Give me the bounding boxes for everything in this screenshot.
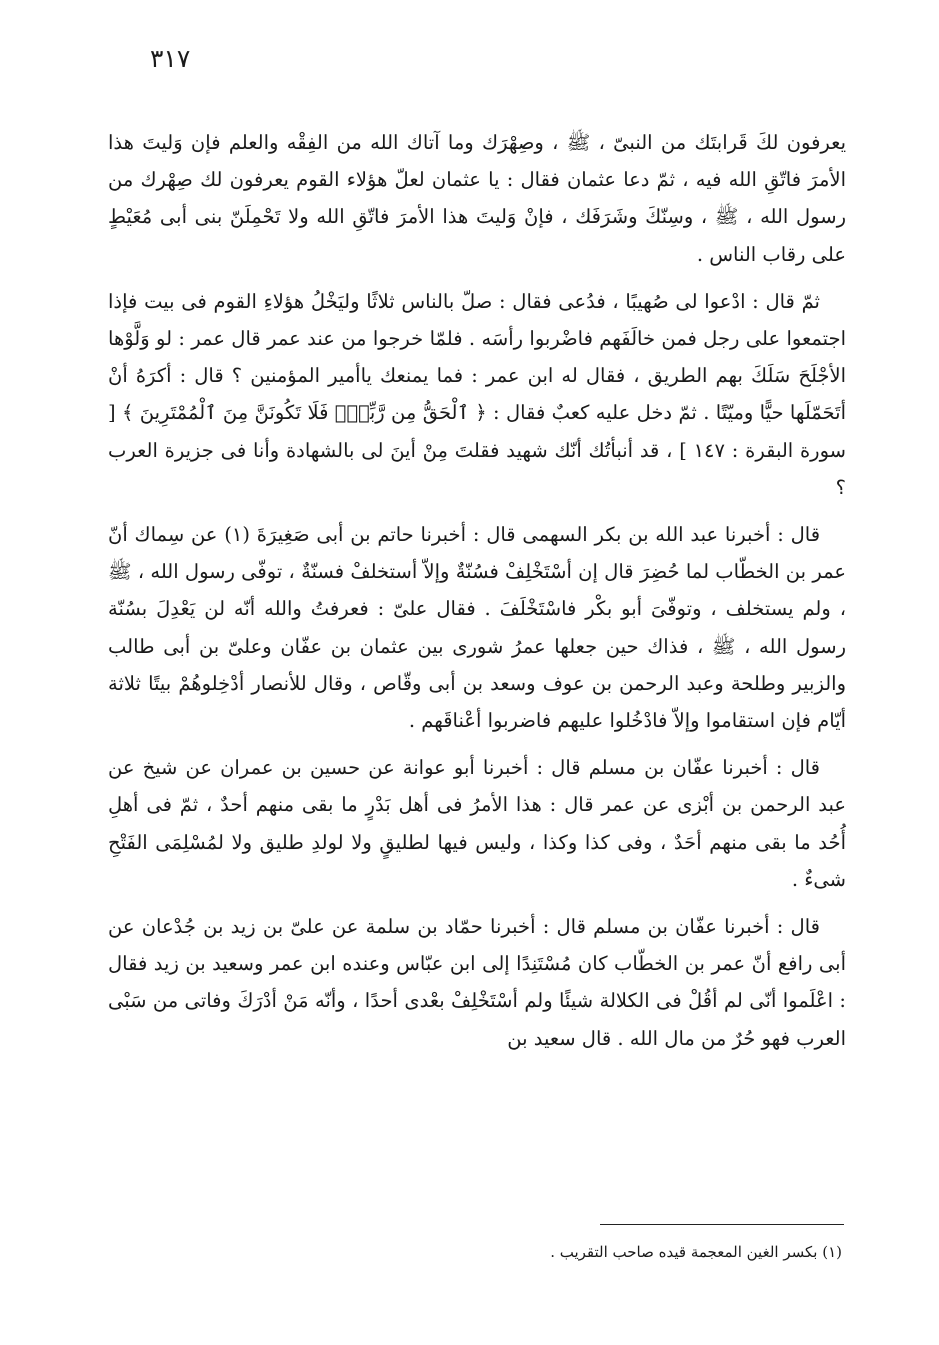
page-number: ٣١٧ [150,44,191,73]
paragraph-4: قال : أخبرنا عفّان بن مسلم قال : أخبرنا أبو عوانة عن حسين بن عمران عن شيخ عن عبد الرحمن بن أبْزى عن عمر قال : هذا الأمرُ فى أهل بَدْرٍ ما بقى منهم أحدٌ ، ثمّ فى أهلِ أُحُد ما بقى منهم أحَدٌ ، وفى كذا وكذا ، وليس فيها لطليقٍ ولا لولدِ طليق ولا لمُسْلِمَى الفَتْحِ شىءٌ . [108,756,846,891]
paragraph-5: قال : أخبرنا عفّان بن مسلم قال : أخبرنا حمّاد بن سلمة عن علىّ بن زيد بن جُدْعان عن أبى رافع أنّ عمر بن الخطّاب كان مُسْتَنِدًا إلى ابن عبّاس وعنده ابن عمر وسعيد بن زيد فقال : اعْلَموا أنّى لم أقُلْ فى الكلالة شيئًا ولم أسْتَخْلِفْ بعْدى أحدًا ، وأنّه مَنْ أدْرَكَ وفاتى من سَبْى العرب فهو حُرٌ من مال الله . قال سعيد بن [108,915,846,1050]
footnote: (١) بكسر الغين المعجمة قيده صاحب التقريب . [550,1243,842,1261]
paragraph-1: يعرفون لكَ قَرابتَك من النبىّ ، ﷺ ، وصِهْرَك وما آتاك الله من الفِقْه والعلم فإن وَليتَ هذا الأمرَ فاتّقِ الله فيه ، ثمّ دعا عثمان فقال : يا عثمان لعلّ هؤلاء القوم يعرفون لك صِهْرك من رسول الله ، ﷺ ، وسِنّكَ وشَرَفَك ، فإنْ وَليتَ هذا الأمرَ فاتّقِ الله ولا تَحْمِلَنّ بنى أبى مُعَيْطٍ على رقاب الناس . [108,131,846,266]
paragraph-2: ثمّ قال : ادْعوا لى صُهيبًا ، فدُعى فقال : صلّ بالناس ثلاثًا وليَخْلُ هؤلاءِ القوم فى بيت فإذا اجتمعوا على رجل فمن خالَفَهم فاضْربوا رأسَه . فلمّا خرجوا من عند عمر قال عمر : لو وَلَّوْها الأجْلَحَ سَلَكَ بهم الطريق ، فقال له ابن عمر : فما يمنعك ياأمير المؤمنين ؟ قال : أكرَهُ أنْ أتَحَمّلَها حيًّا وميّتًا . ثمّ دخل عليه كعبٌ فقال : ﴿ ٱلْحَقُّ مِن رَّبِّكَۖ فَلَا تَكُونَنَّ مِنَ ٱلْمُمْتَرِينَ ﴾ [ سورة البقرة : ١٤٧ ] ، قد أنبأتُك أنّك شهيد فقلتَ مِنْ أينَ لى بالشهادة وأنا فى جزيرة العرب ؟ [108,289,846,499]
paragraph-3: قال : أخبرنا عبد الله بن بكر السهمى قال : أخبرنا حاتم بن أبى صَغِيرَةَ (١) عن سِماك أنّ عمر بن الخطّاب لما حُضِرَ قال إن أسْتَخْلِفْ فسُنّةٌ وإلاّ أستخلفْ فسنّةٌ ، توفّى رسول الله ، ﷺ ، ولم يستخلف ، وتوفّىَ أبو بكْر فاسْتَخْلَفَ . فقال علىّ : فعرفتُ والله أنّه لن يَعْدِلَ بسُنّة رسول الله ، ﷺ ، فذاك حين جعلها عمرُ شورى بين عثمان بن عفّان وعلىّ بن أبى طالب والزبير وطلحة وعبد الرحمن بن عوف وسعد بن أبى وقّاص ، وقال للأنصار أدْخِلوهُمْ بيتًا ثلاثة أيّام فإن استقاموا وإلاّ فادْخُلوا عليهم فاضربوا أعْناقَهم . [108,523,846,733]
footnote-divider [600,1224,844,1225]
main-text [108,124,846,1057]
